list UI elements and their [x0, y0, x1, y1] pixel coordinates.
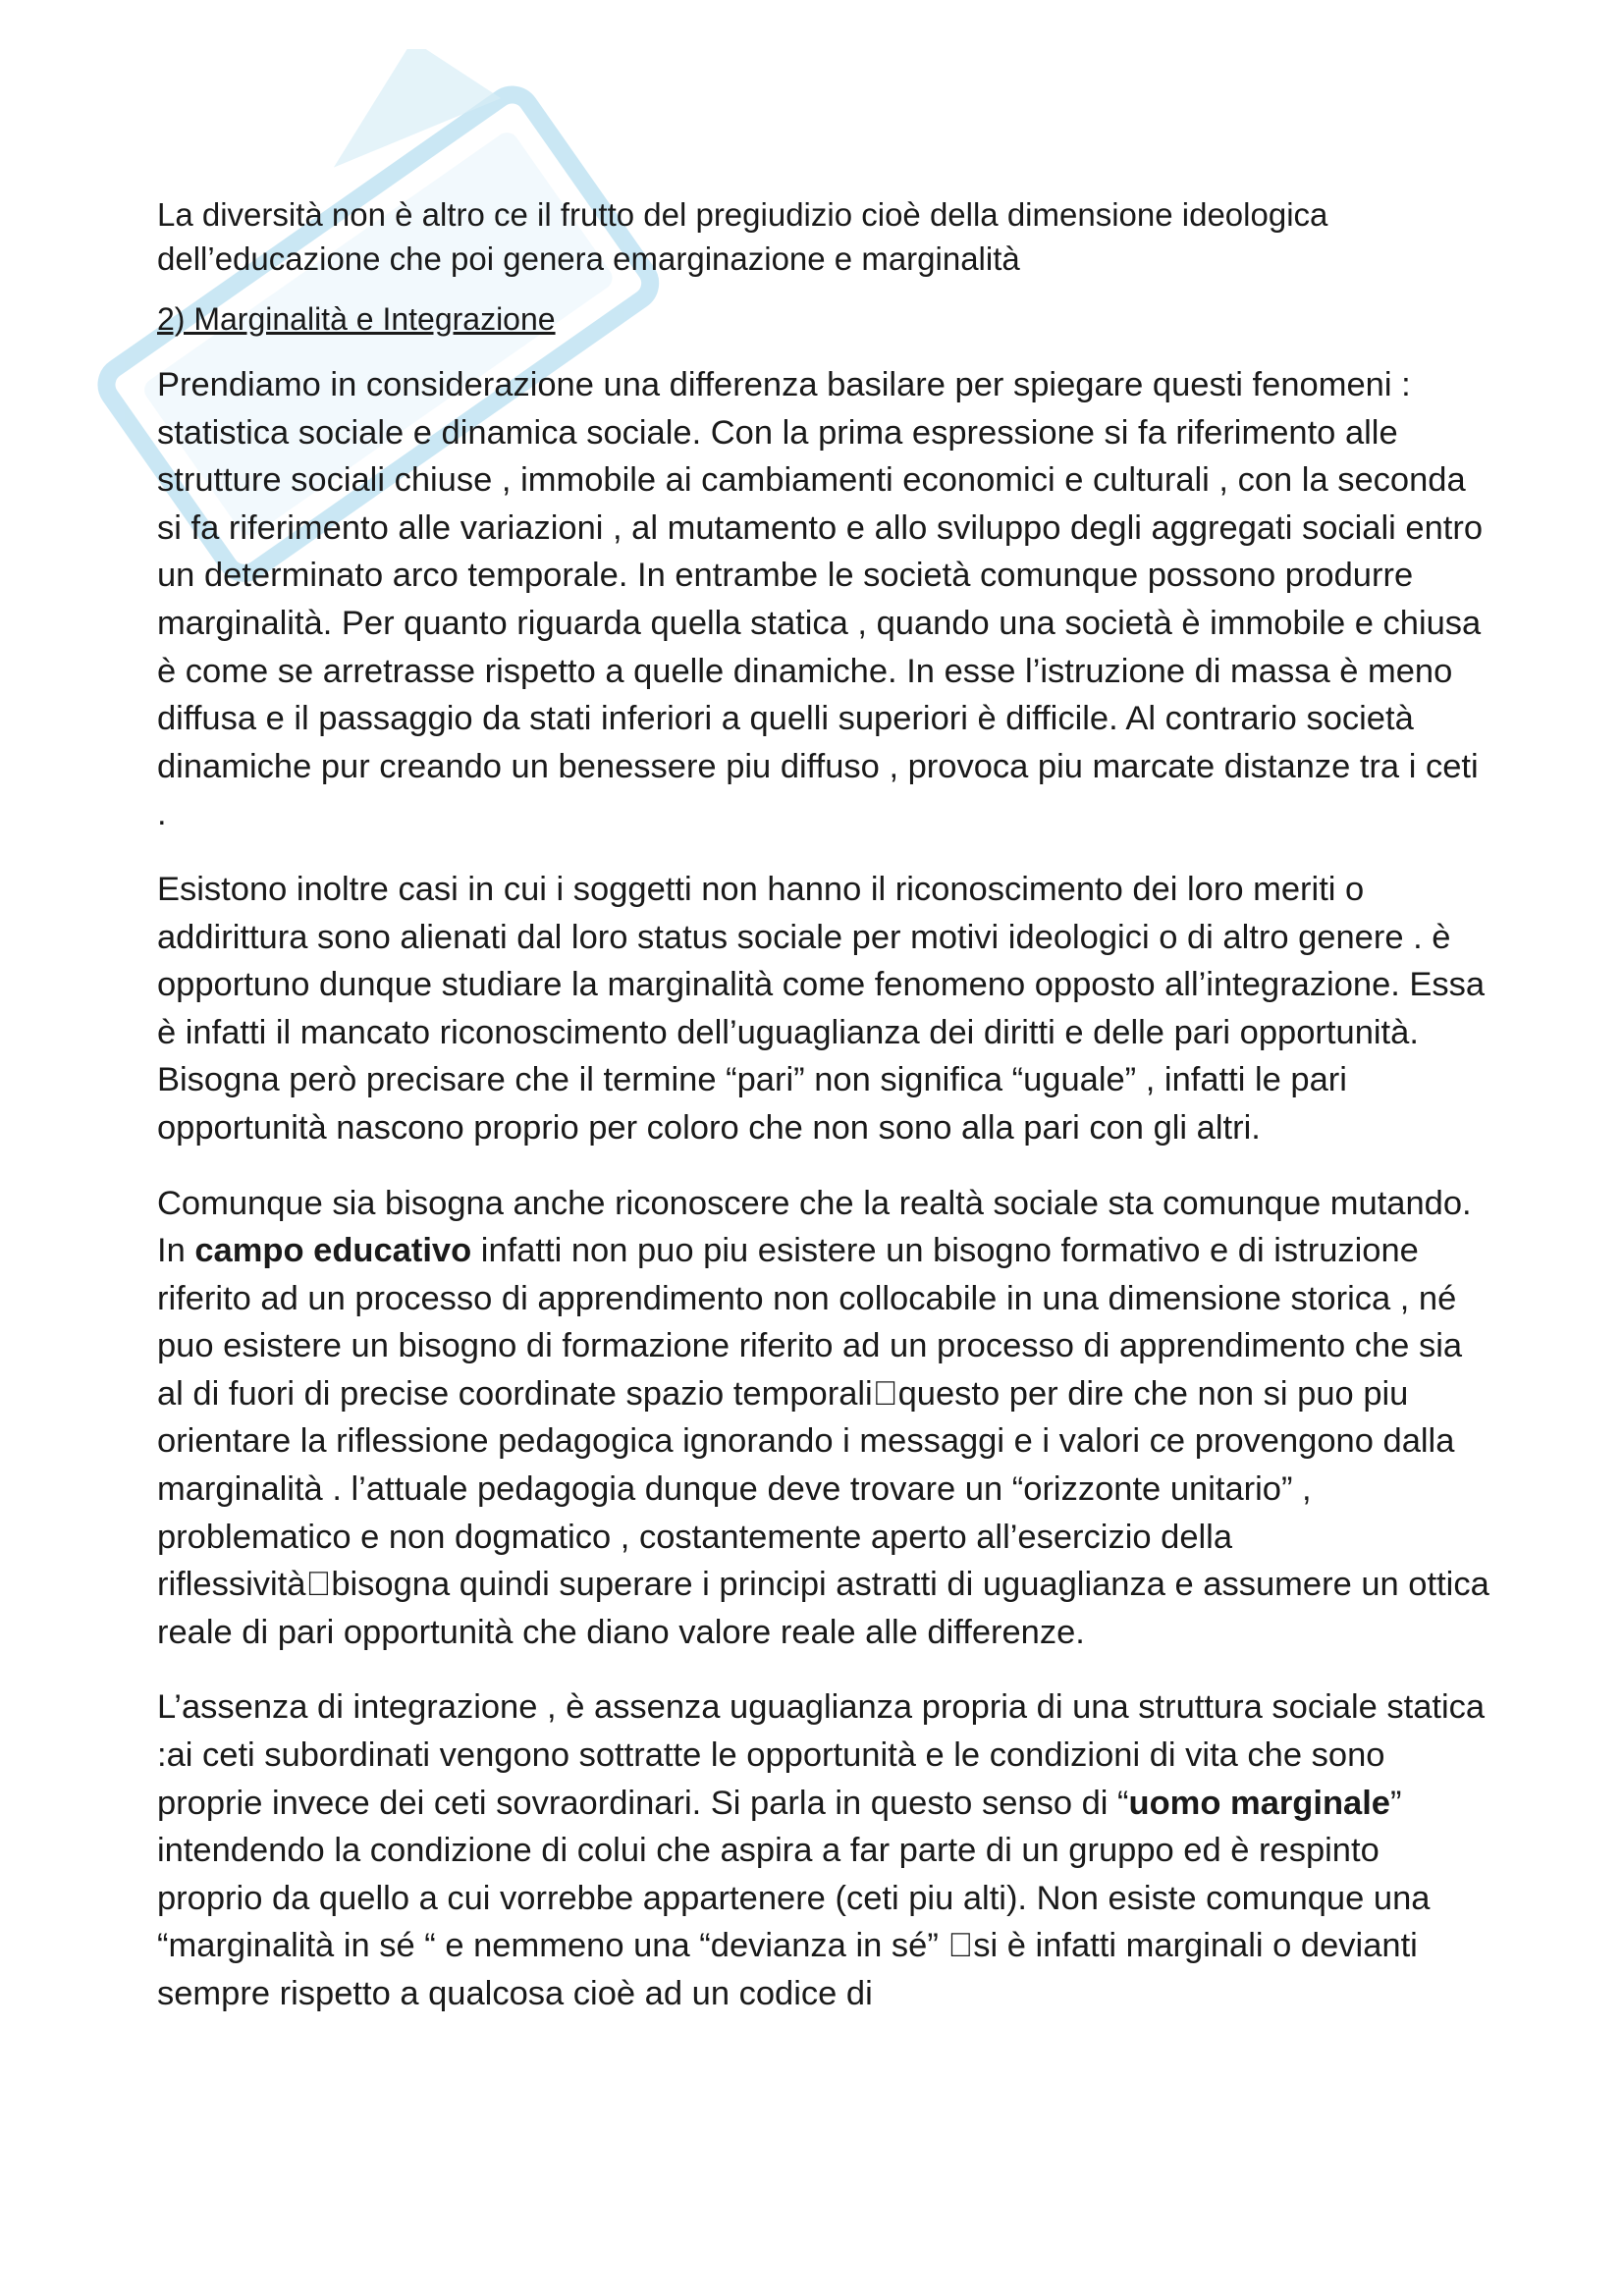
paragraph-uomo-marginale	[157, 1683, 1492, 2017]
paragraph-riconoscimento: Esistono inoltre casi in cui i soggetti non hanno il riconoscimento dei loro meriti o addirittura sono alienati dal loro status sociale per motivi ideologici o di altro genere . è opportuno dunque studiare la marginalità come fenomeno opposto all’integrazione. Essa è infatti il mancato riconoscimento dell’uguaglianza dei diritti e delle pari opportunità. Bisogna però precisare che il termine “pari” non significa “uguale” , infatti le pari opportunità nascono proprio per coloro che non sono alla pari con gli altri.	[157, 870, 1486, 1147]
paragraph-campo-educativo	[157, 1180, 1492, 1657]
p4-text-after: ” intendendo la condizione di colui che aspira a far parte di un gruppo ed è respinto proprio da quello a cui vorrebbe appartenere (ceti piu alti). Non esiste comunque una “marginalità in sé “ e nemmeno una “devianza in sé” 􀃆si è infatti marginali o devianti sempre rispetto a qualcosa cioè ad un codice di	[157, 1784, 1431, 2012]
bold-uomo-marginale: uomo marginale	[1128, 1784, 1390, 1822]
section-heading: 2) Marginalità e Integrazione	[157, 301, 556, 337]
p3-text-before: Comunque sia bisogna anche riconoscere che la realtà sociale sta comunque mutando. In	[157, 1184, 1472, 1270]
p3-text-after: infatti non puo piu esistere un bisogno formativo e di istruzione riferito ad un processo di apprendimento non collocabile in una dimensione storica , né puo esistere un bisogno di formazione riferito ad un processo di apprendimento che sia al di fuori di precise coordinate spazio temporali􀃆questo per dire che non si puo piu orientare la riflessione pedagogica ignorando i messaggi e i valori ce provengono dalla marginalità . l’attuale pedagogia dunque deve trovare un “orizzonte unitario” , problematico e non dogmatico , costantemente aperto all’esercizio della riflessività􀃆bisogna quindi superare i principi astratti di uguaglianza e assumere un ottica reale di pari opportunità che diano valore reale alle differenze.	[157, 1232, 1489, 1651]
bold-campo-educativo: campo educativo	[194, 1232, 472, 1270]
document-page	[157, 192, 1492, 2046]
intro-paragraph: La diversità non è altro ce il frutto del pregiudizio cioè della dimensione ideologica dell’educazione che poi genera emarginazione e marginalità	[157, 196, 1328, 277]
paragraph-statica-dinamica: Prendiamo in considerazione una differenza basilare per spiegare questi fenomeni : statistica sociale e dinamica sociale. Con la prima espressione si fa riferimento alle strutture sociali chiuse , immobile ai cambiamenti economici e culturali , con la seconda si fa riferimento alle variazioni , al mutamento e allo sviluppo degli aggregati sociali entro un determinato arco temporale. In entrambe le società comunque possono produrre marginalità. Per quanto riguarda quella statica , quando una società è immobile e chiusa è come se arretrasse rispetto a quelle dinamiche. In esse l’istruzione di massa è meno diffusa e il passaggio da stati inferiori a quelli superiori è difficile. Al contrario società dinamiche pur creando un benessere piu diffuso , provoca piu marcate distanze tra i ceti .	[157, 366, 1484, 833]
p4-text-before: L’assenza di integrazione , è assenza uguaglianza propria di una struttura sociale statica :ai ceti subordinati vengono sottratte le opportunità e le condizioni di vita che sono proprie invece dei ceti sovraordinari. Si parla in questo senso di “	[157, 1688, 1486, 1822]
